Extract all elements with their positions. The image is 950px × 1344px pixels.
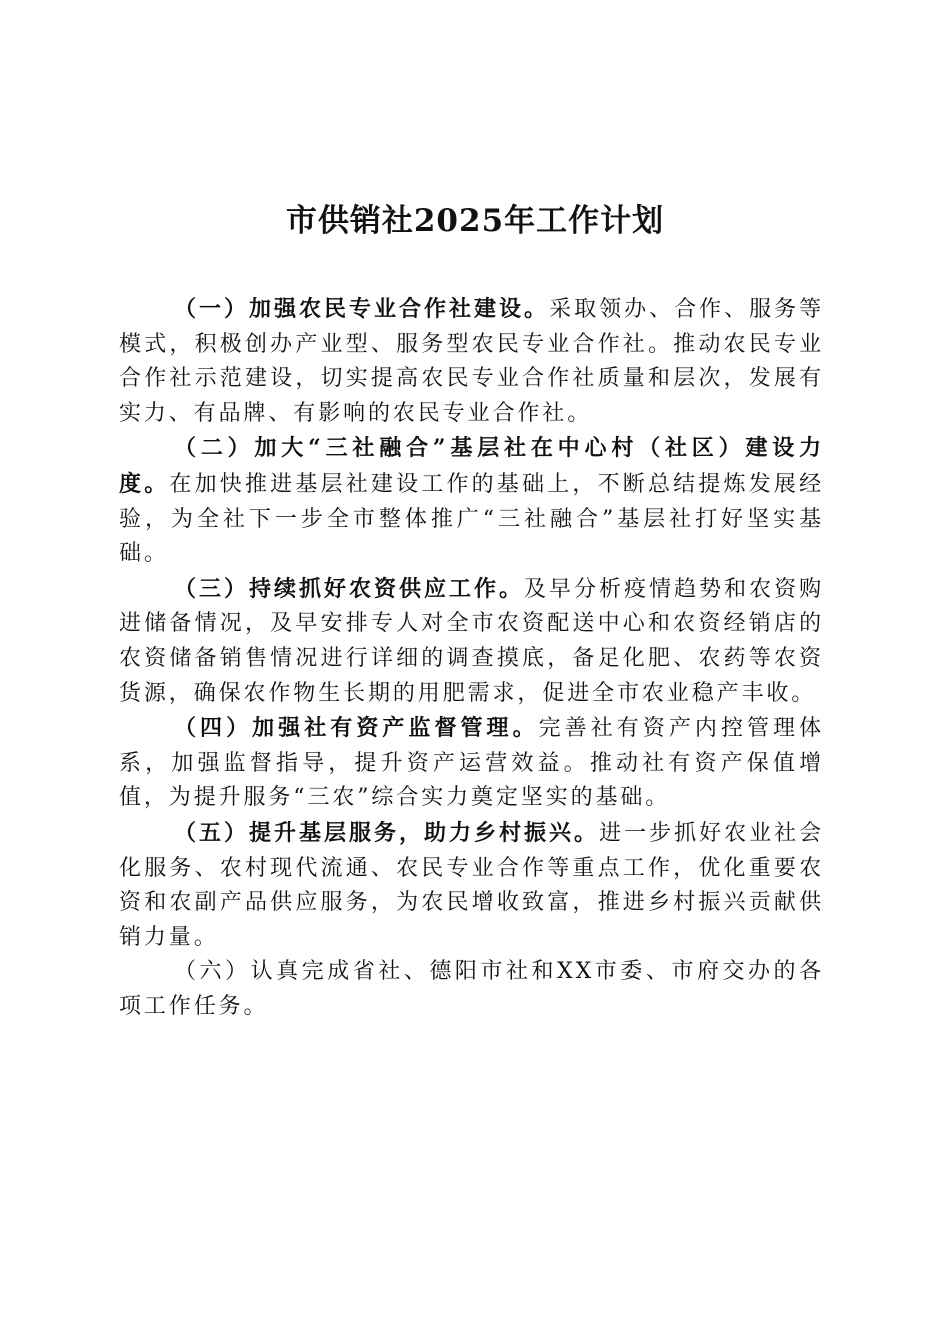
paragraph-heading: （二）加大“三社融合”基层社在中心村（社区）建设力度。 [119,435,824,497]
paragraph-2 [119,431,824,571]
document-title: 市供销社2025年工作计划 [285,203,665,239]
paragraph-6 [119,955,824,1024]
document-body [119,292,824,1024]
paragraph-heading: （五）提升基层服务，助力乡村振兴。 [174,819,600,846]
paragraph-heading: （四）加强社有资产监督管理。 [174,715,539,742]
paragraph-4 [119,711,824,816]
paragraph-text: 采取领办、合作、服务等模式，积极创办产业型、服务型农民专业合作社。推动农民专业合作社示范建设，切实提高农民专业合作社质量和层次，发展有实力、有品牌、有影响的农民专业合作社。 [119,297,824,426]
paragraph-heading: （一）加强农民专业合作社建设。 [174,296,550,322]
paragraph-3 [119,572,824,711]
paragraph-text: 完善社有资产内控管理体系，加强监督指导，提升资产运营效益。推动社有资产保值增值，为提升服务“三农”综合实力奠定坚实的基础。 [119,716,824,811]
paragraph-text: 在加快推进基层社建设工作的基础上，不断总结提炼发展经验，为全社下一步全市整体推广“三社融合”基层社打好坚实基础。 [119,471,824,567]
paragraph-5 [119,816,824,955]
paragraph-text: 及早分析疫情趋势和农资购进储备情况，及早安排专人对全市农资配送中心和农资经销店的农资储备销售情况进行详细的调查摸底，备足化肥、农药等农资货源，确保农作物生长期的用肥需求，促进全市农业稳产丰收。 [119,576,824,706]
paragraph-1 [119,292,824,431]
paragraph-text: （六）认真完成省社、德阳市社和XX市委、市府交办的各项工作任务。 [119,959,824,1019]
paragraph-text: 进一步抓好农业社会化服务、农村现代流通、农民专业合作等重点工作，优化重要农资和农副产品供应服务，为农民增收致富，推进乡村振兴贡献供销力量。 [119,820,824,950]
paragraph-heading: （三）持续抓好农资供应工作。 [174,575,525,602]
